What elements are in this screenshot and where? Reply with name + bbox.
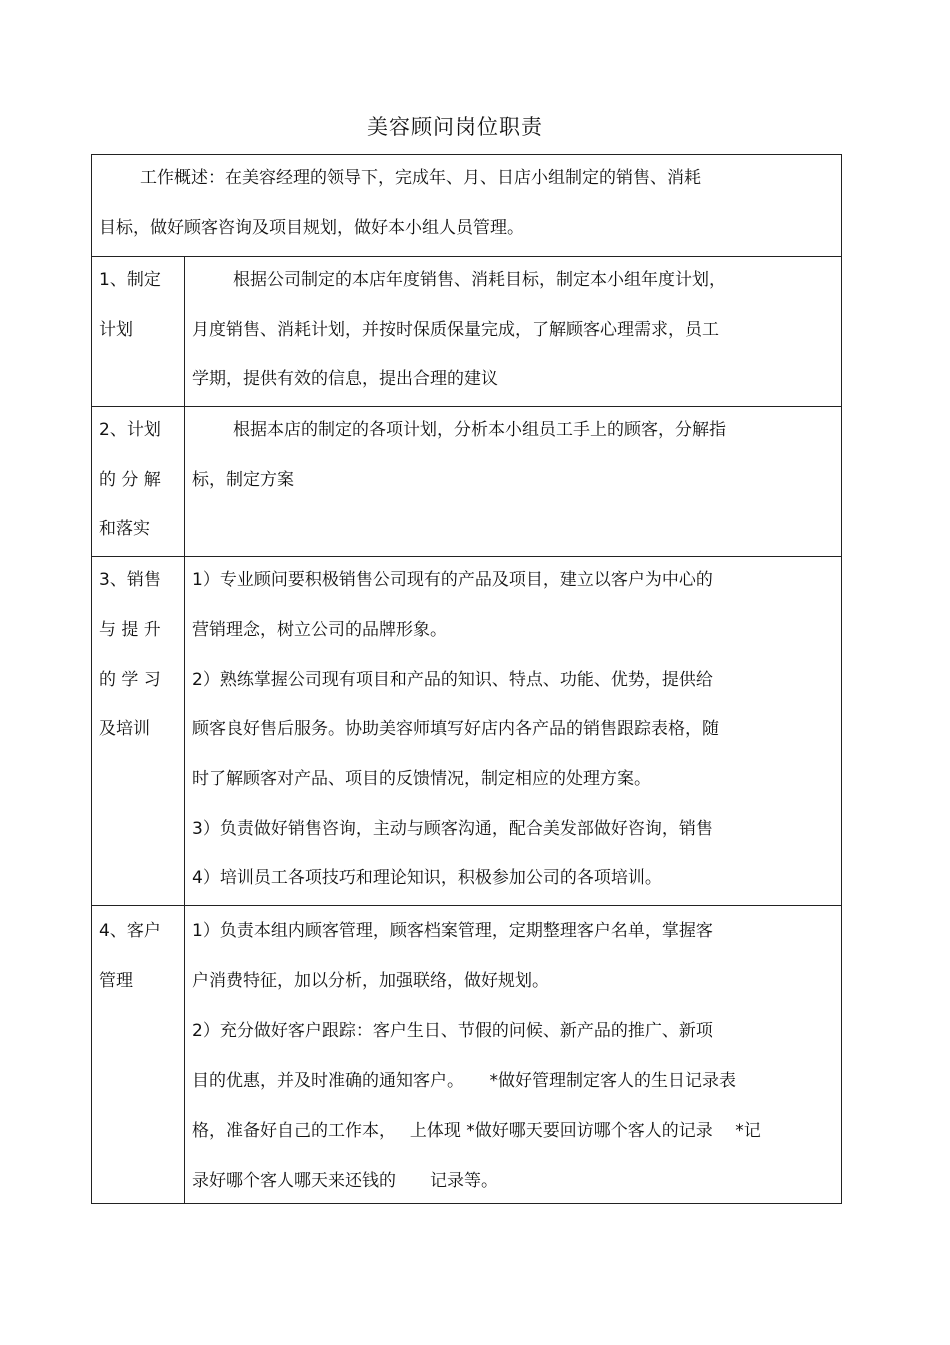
section-content-line: 时了解顾客对产品、项目的反馈情况，制定相应的处理方案。 [192, 769, 651, 789]
duties-table [91, 154, 842, 1204]
section-content-line: 顾客良好售后服务。协助美容师填写好店内各产品的销售跟踪表格，随 [192, 719, 719, 739]
section-label-cell [92, 407, 185, 556]
section-content-line: 3）负责做好销售咨询，主动与顾客沟通，配合美发部做好咨询，销售 [192, 819, 713, 839]
section-label-cell [92, 557, 185, 905]
section-label-line: 的 分 解 [99, 470, 161, 490]
section-content-cell [185, 906, 841, 1203]
section-label-cell [92, 906, 185, 1203]
section-content-line: 2）熟练掌握公司现有项目和产品的知识、特点、功能、优势，提供给 [192, 670, 713, 690]
page-title: 美容顾问岗位职责 [367, 115, 543, 139]
section-content-line: 月度销售、消耗计划，并按时保质保量完成，了解顾客心理需求，员工 [192, 320, 719, 340]
section-row-breakdown [92, 407, 841, 557]
section-content-line: 2）充分做好客户跟踪：客户生日、节假的问候、新产品的推广、新项 [192, 1021, 713, 1041]
section-content-line: 根据公司制定的本店年度销售、消耗目标，制定本小组年度计划， [233, 270, 726, 290]
section-content-line: 4）培训员工各项技巧和理论知识，积极参加公司的各项培训。 [192, 868, 662, 888]
section-label-line: 和落实 [99, 519, 150, 539]
section-content-line: 格，准备好自己的工作本， 上体现 *做好哪天要回访哪个客人的记录 *记 [192, 1121, 761, 1141]
section-row-customer-management [92, 906, 841, 1203]
section-content-line: 1）专业顾问要积极销售公司现有的产品及项目，建立以客户为中心的 [192, 570, 713, 590]
section-content-line: 学期，提供有效的信息，提出合理的建议 [192, 369, 498, 389]
section-label-line: 3、销售 [99, 570, 161, 590]
section-content-cell [185, 557, 841, 905]
section-content-line: 户消费特征，加以分析，加强联络，做好规划。 [192, 971, 549, 991]
section-label-line: 1、制定 [99, 270, 161, 290]
section-content-line: 1）负责本组内顾客管理，顾客档案管理，定期整理客户名单，掌握客 [192, 921, 713, 941]
section-label-line: 4、客户 [99, 921, 161, 941]
section-label-line: 管理 [99, 971, 133, 991]
section-row-sales-training [92, 557, 841, 906]
section-content-line: 根据本店的制定的各项计划，分析本小组员工手上的顾客，分解指 [233, 420, 726, 440]
section-row-plan [92, 257, 841, 407]
section-content-line: 录好哪个客人哪天来还钱的 记录等。 [192, 1171, 498, 1191]
section-content-line: 营销理念，树立公司的品牌形象。 [192, 620, 447, 640]
section-label-line: 的 学 习 [99, 670, 161, 690]
section-label-line: 与 提 升 [99, 620, 161, 640]
summary-line-1: 工作概述：在美容经理的领导下，完成年、月、日店小组制定的销售、消耗 [140, 168, 701, 188]
section-label-line: 2、计划 [99, 420, 161, 440]
section-label-cell [92, 257, 185, 406]
section-content-cell [185, 407, 841, 556]
summary-row [92, 155, 841, 257]
section-content-line: 标，制定方案 [192, 470, 294, 490]
summary-line-2: 目标，做好顾客咨询及项目规划，做好本小组人员管理。 [99, 218, 524, 238]
section-label-line: 及培训 [99, 719, 150, 739]
section-label-line: 计划 [99, 320, 133, 340]
section-content-cell [185, 257, 841, 406]
section-content-line: 目的优惠，并及时准确的通知客户。 *做好管理制定客人的生日记录表 [192, 1071, 736, 1091]
